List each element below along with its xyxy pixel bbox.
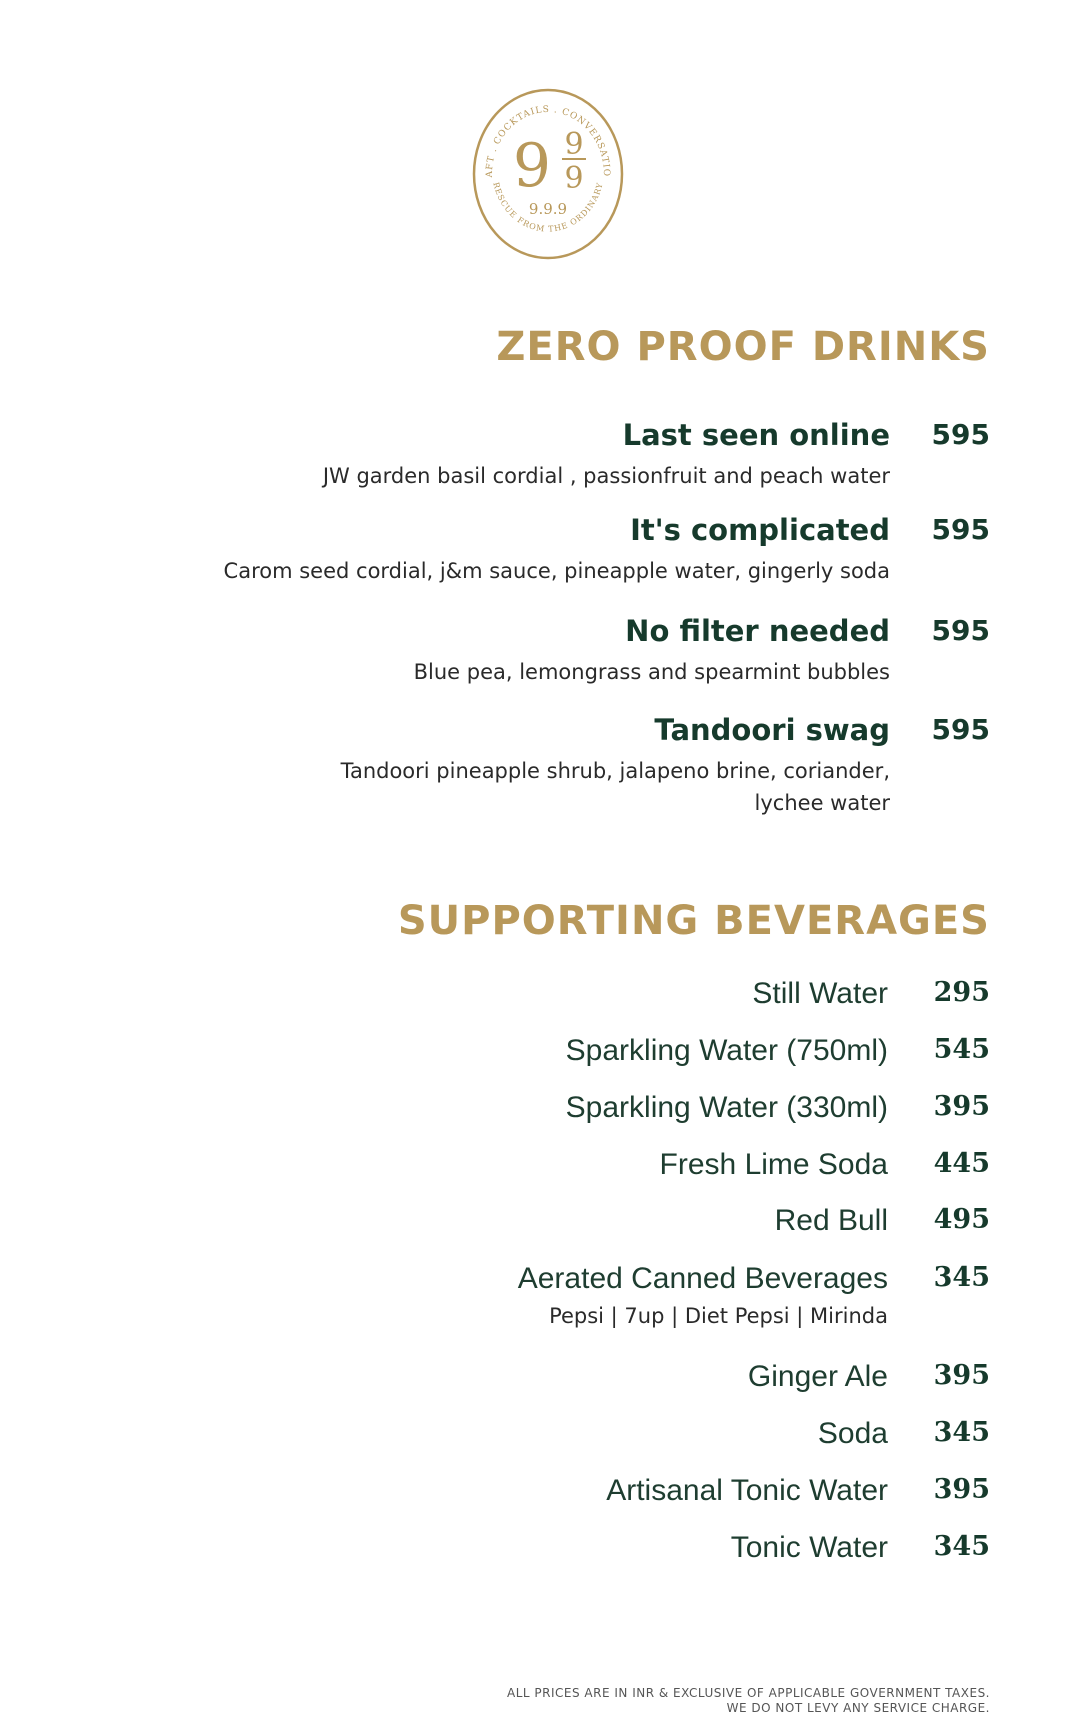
- menu-item-name: Tandoori swag: [654, 713, 890, 747]
- beverage-price: 345: [933, 1417, 990, 1448]
- menu-item-description: JW garden basil cordial , passionfruit and peach water: [322, 464, 890, 488]
- supporting-beverages-title: SUPPORTING BEVERAGES: [397, 898, 990, 944]
- price-disclaimer: [507, 1686, 990, 1716]
- menu-item-name: Last seen online: [622, 418, 890, 452]
- beverage-price: 395: [933, 1474, 990, 1505]
- beverage-item: [100, 1417, 990, 1457]
- menu-item-price: 595: [931, 418, 990, 451]
- menu-item-description: [190, 755, 890, 819]
- menu-item-name: No filter needed: [625, 614, 890, 648]
- beverage-name: Artisanal Tonic Water: [606, 1474, 888, 1507]
- logo-arc-top: AFT . COCKTAILS . CONVERSATIO: [484, 104, 612, 178]
- beverage-item: [100, 1262, 990, 1328]
- menu-item-name: It's complicated: [630, 513, 890, 547]
- menu-item-description-line: lychee water: [754, 791, 890, 815]
- menu-item-description: Blue pea, lemongrass and spearmint bubbles: [413, 660, 890, 684]
- beverage-price: 345: [933, 1262, 990, 1293]
- beverage-price: 345: [933, 1531, 990, 1562]
- beverage-price: 545: [933, 1034, 990, 1065]
- beverage-item: [100, 1148, 990, 1188]
- logo-mark-top: 9: [564, 127, 584, 162]
- beverage-price: 445: [933, 1148, 990, 1179]
- logo-mark-main: 9: [512, 131, 552, 201]
- beverage-name: Aerated Canned Beverages: [517, 1262, 888, 1295]
- beverage-item: [100, 977, 990, 1017]
- beverage-item: [100, 1531, 990, 1571]
- menu-item-description: Carom seed cordial, j&m sauce, pineapple water, gingerly soda: [223, 559, 890, 583]
- brand-logo: [470, 86, 626, 262]
- beverage-item: [100, 1360, 990, 1400]
- beverage-name: Sparkling Water (750ml): [565, 1034, 888, 1067]
- beverage-price: 295: [933, 977, 990, 1008]
- menu-item-description-line: Tandoori pineapple shrub, jalapeno brine, coriander,: [340, 759, 890, 783]
- logo-arc-bottom: RESCUE FROM THE ORDINARY: [491, 181, 605, 234]
- beverage-item: [100, 1091, 990, 1131]
- beverage-item: [100, 1034, 990, 1074]
- beverage-name: Ginger Ale: [747, 1360, 888, 1393]
- beverage-item: [100, 1204, 990, 1244]
- beverage-price: 395: [933, 1360, 990, 1391]
- beverage-price: 395: [933, 1091, 990, 1122]
- beverage-item: [100, 1474, 990, 1514]
- logo-mark-text: 9.9.9: [528, 200, 568, 218]
- beverage-name: Red Bull: [774, 1204, 888, 1237]
- beverage-name: Sparkling Water (330ml): [565, 1091, 888, 1124]
- beverage-name: Tonic Water: [730, 1531, 888, 1564]
- beverage-name: Soda: [817, 1417, 888, 1450]
- beverage-options: Pepsi | 7up | Diet Pepsi | Mirinda: [549, 1304, 888, 1328]
- beverage-name: Fresh Lime Soda: [659, 1148, 888, 1181]
- disclaimer-line: WE DO NOT LEVY ANY SERVICE CHARGE.: [726, 1701, 990, 1715]
- beverage-name: Still Water: [752, 977, 888, 1010]
- menu-item-price: 595: [931, 713, 990, 746]
- logo-mark-bottom: 9: [564, 161, 584, 196]
- disclaimer-line: ALL PRICES ARE IN INR & EXCLUSIVE OF APPLICABLE GOVERNMENT TAXES.: [507, 1686, 990, 1700]
- beverage-price: 495: [933, 1204, 990, 1235]
- zero-proof-title: ZERO PROOF DRINKS: [496, 324, 990, 370]
- menu-item-price: 595: [931, 513, 990, 546]
- menu-item-price: 595: [931, 614, 990, 647]
